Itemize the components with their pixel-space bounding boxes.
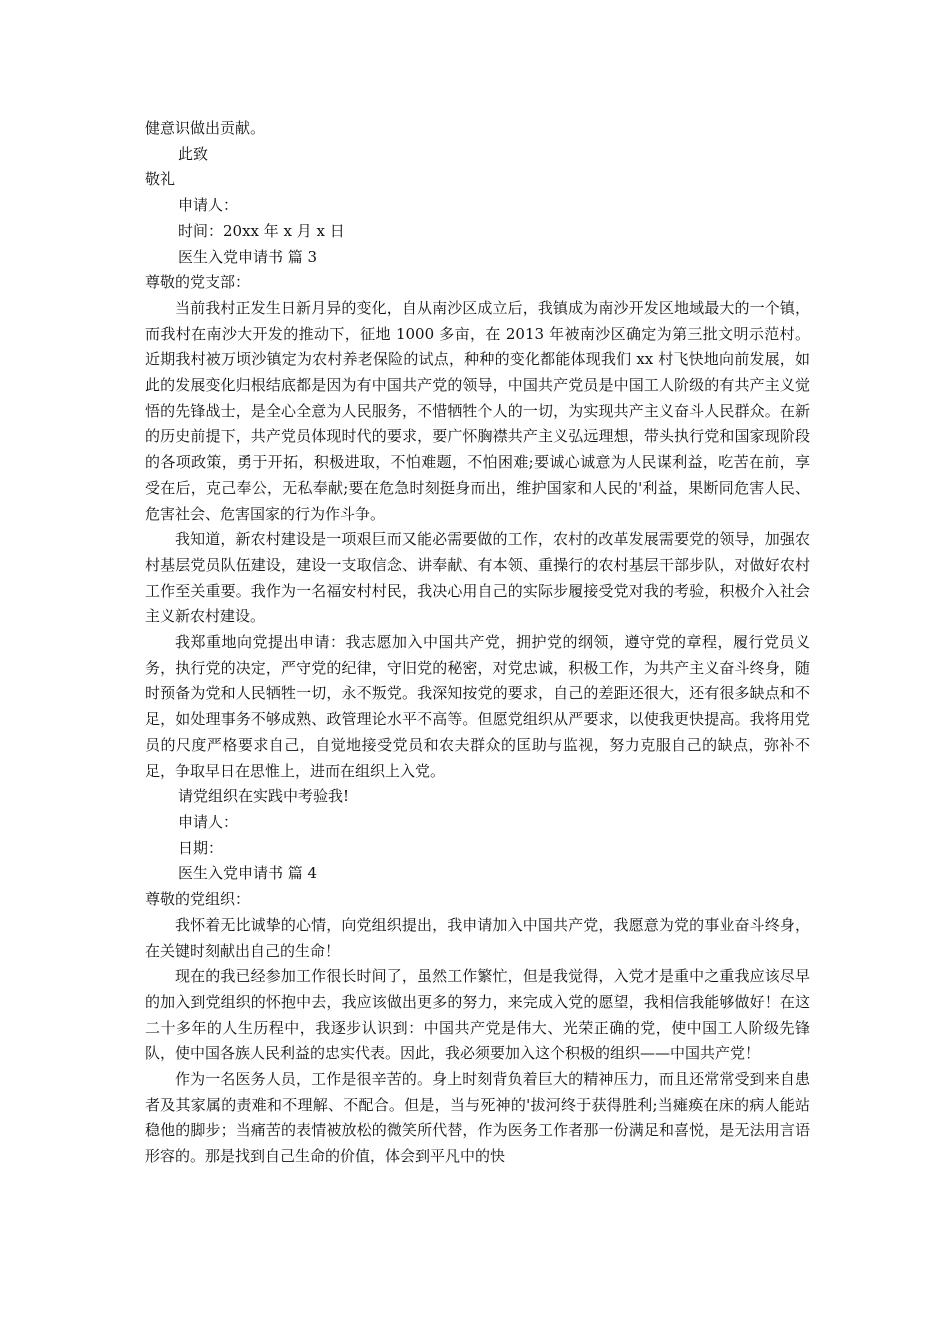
text-line: 此致 — [178, 144, 209, 163]
paragraph: 当前我村正发生日新月异的变化，自从南沙区成立后，我镇成为南沙开发区地域最大的一个镇，而我村在南沙大开发的推动下，征地 1000 多亩，在 2013 年被南沙区确定为第三批文明示范村。近期我村被万顷沙镇定为农村养老保险的试点，种种的变化都能体现我们 xx 村飞快地向前发展，如此的发展变化归根结底都是因为有中国共产党的领导，中国共产党员是中国工人阶级的有共产主义觉悟的先锋战士，是全心全意为人民服务，不惜牺牲个人的一切，为实现共产主义奋斗人民群众。在新的历史前提下，共产党员体现时代的要求，要广怀胸襟共产主义弘远理想，带头执行党和国家现阶段的各项政策，勇于开拓，积极进取，不怕难题，不怕困难;要诚心诚意为人民谋利益，吃苦在前，享受在后，克己奉公，无私奉献;要在危急时刻挺身而出，维护国家和人民的'利益，果断同危害人民、危害社会、危害国家的行为作斗争。 — [145, 298, 810, 523]
text-line: 时间：20xx 年 x 月 x 日 — [178, 221, 345, 240]
section-heading: 医生入党申请书 篇 4 — [178, 864, 318, 883]
date-line: 日期： — [178, 838, 224, 857]
paragraph: 我知道，新农村建设是一项艰巨而又能必需要做的工作，农村的改革发展需要党的领导，加强农村基层党员队伍建设，建设一支取信念、讲奉献、有本领、重操行的农村基层干部步队，对做好农村工作至关重要。我作为一名福安村村民，我决心用自己的实际步履接受党对我的考验，积极介入社会主义新农村建设。 — [145, 530, 810, 626]
text-line: 申请人： — [178, 196, 239, 215]
closing-line: 请党组织在实践中考验我! — [178, 787, 350, 806]
text-line: 健意识做出贡献。 — [145, 119, 266, 137]
paragraph: 作为一名医务人员，工作是很辛苦的。身上时刻背负着巨大的精神压力，而且还常常受到来自患者及其家属的责难和不理解、不配合。但是，当与死神的'拔河终于获得胜利;当瘫痪在床的病人能站稳他的脚步；当痛苦的表情被放松的微笑所代替，作为医务工作者那一份满足和喜悦，是无法用言语形容的。那是找到自己生命的价值，体会到平凡中的快 — [145, 1070, 810, 1166]
salutation: 尊敬的党组织： — [145, 890, 251, 909]
text-line: 敬礼 — [145, 170, 176, 189]
document-body — [145, 116, 810, 1170]
salutation: 尊敬的党支部： — [145, 273, 251, 292]
applicant-line: 申请人： — [178, 812, 239, 831]
section-heading: 医生入党申请书 篇 3 — [178, 247, 318, 266]
paragraph: 现在的我已经参加工作很长时间了，虽然工作繁忙，但是我觉得，入党才是重中之重我应该尽早的加入到党组织的怀抱中去，我应该做出更多的努力，来完成入党的愿望，我相信我能够做好！在这二十多年的人生历程中，我逐步认识到：中国共产党是伟大、光荣正确的党，使中国工人阶级先锋队，使中国各族人民利益的忠实代表。因此，我必须要加入这个积极的组织——中国共产党！ — [145, 967, 810, 1063]
paragraph: 我郑重地向党提出申请：我志愿加入中国共产党，拥护党的纲领，遵守党的章程，履行党员义务，执行党的决定，严守党的纪律，守旧党的秘密，对党忠诚，积极工作，为共产主义奋斗终身，随时预备为党和人民牺牲一切，永不叛党。我深知按党的要求，自己的差距还很大，还有很多缺点和不足，如处理事务不够成熟、政管理论水平不高等。但愿党组织从严要求，以使我更快提高。我将用党员的尺度严格要求自己，自觉地接受党员和农夫群众的匡助与监视，努力克服自己的缺点，弥补不足，争取早日在思惟上，进而在组织上入党。 — [145, 633, 810, 780]
paragraph: 我怀着无比诚挚的心情，向党组织提出，我申请加入中国共产党，我愿意为党的事业奋斗终身，在关键时刻献出自己的生命！ — [145, 915, 810, 960]
